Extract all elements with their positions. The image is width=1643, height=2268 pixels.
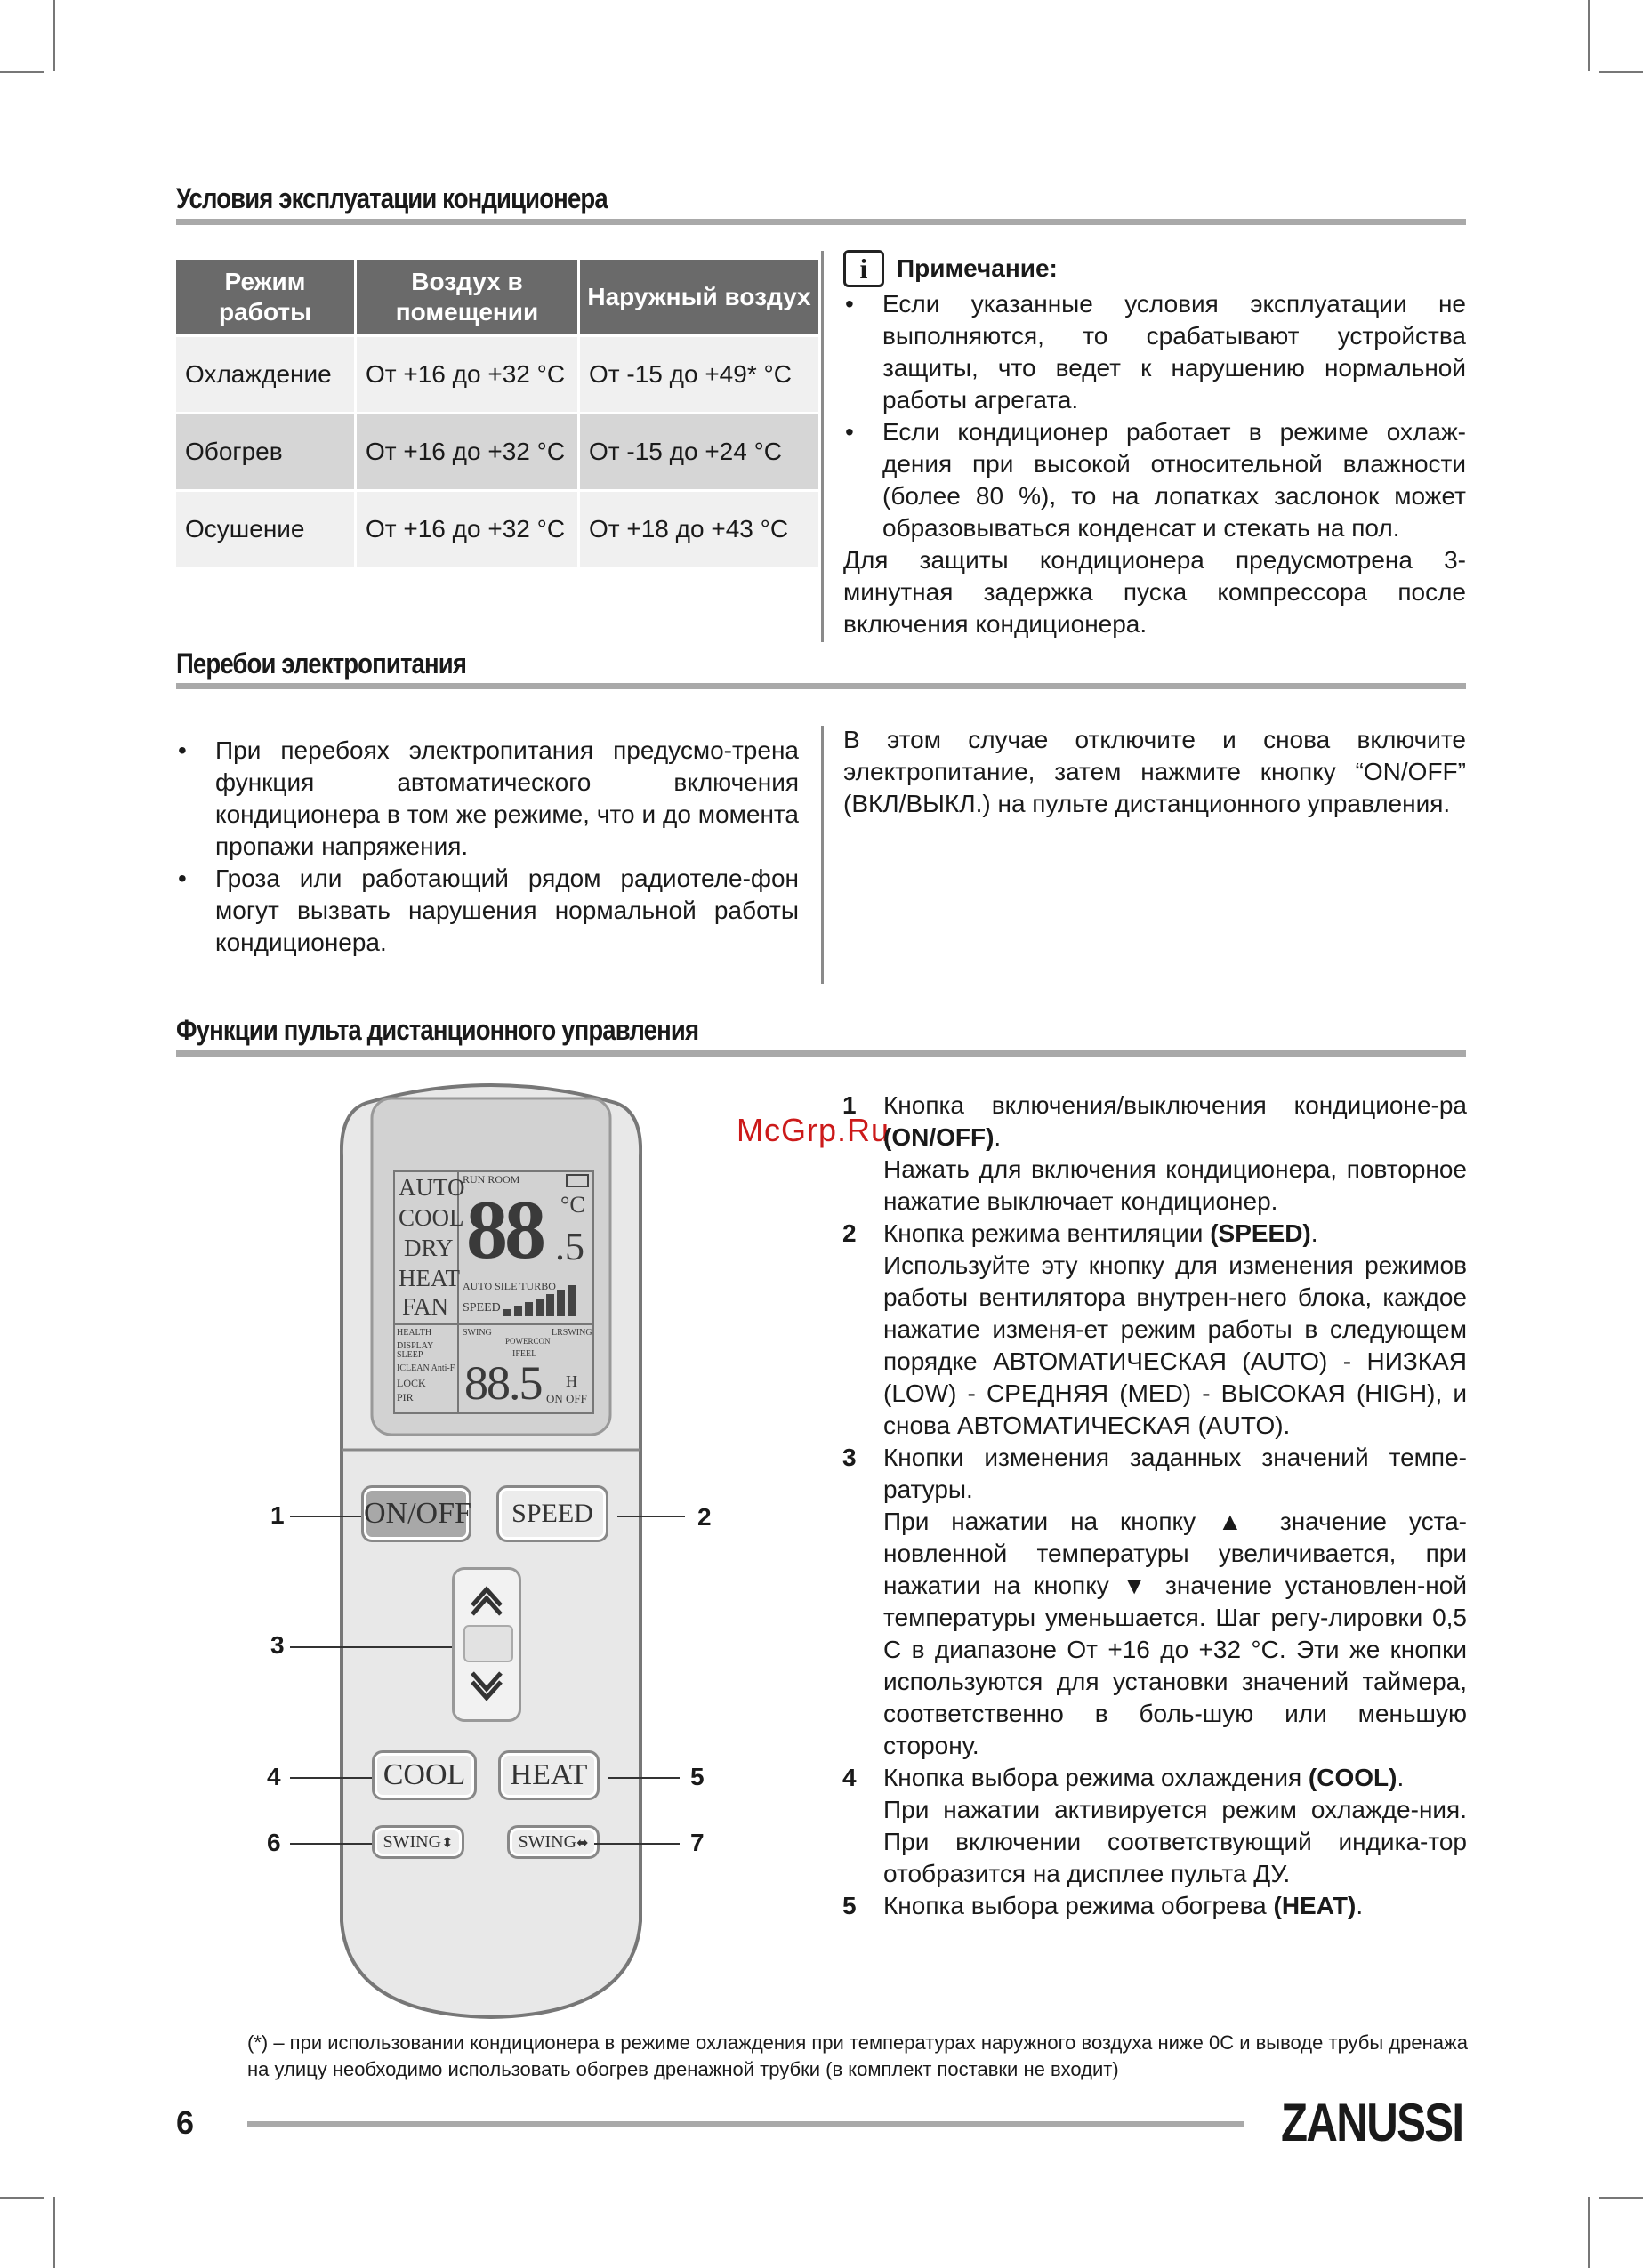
list-item <box>842 1762 1467 1890</box>
crop-mark <box>0 2197 44 2199</box>
column-divider <box>821 251 824 642</box>
lcd-pir: PIR <box>397 1391 414 1403</box>
item-bold: (HEAT) <box>1273 1892 1357 1919</box>
lcd-mode-dry: DRY <box>404 1235 454 1261</box>
callout-3: 3 <box>270 1631 285 1659</box>
up-down-arrows-icon: ⬍ <box>441 1836 454 1851</box>
callout-line <box>290 1516 361 1517</box>
lcd-h: H <box>566 1372 577 1390</box>
power-failure-paragraph: В этом случае отключите и снова включите электропитание, затем нажмите кнопку “ON/OFF” (ВКЛ/ВЫКЛ.) на пульте дистанционного управления. <box>843 726 1466 817</box>
callout-6: 6 <box>267 1829 281 1856</box>
lcd-swing: SWING <box>463 1328 492 1338</box>
callout-line <box>290 1843 372 1845</box>
lcd-divider <box>457 1323 459 1412</box>
callout-line <box>617 1516 685 1517</box>
table-cell: От -15 до +24 °C <box>579 414 819 491</box>
temperature-rocker <box>452 1567 521 1722</box>
watermark: McGrp.Ru <box>737 1112 890 1148</box>
item-bold: (COOL) <box>1308 1764 1397 1791</box>
callout-line <box>594 1843 680 1845</box>
lcd-mode-auto: AUTO <box>399 1174 465 1201</box>
power-failure-list <box>176 735 799 959</box>
swing-vertical-button[interactable] <box>372 1825 464 1859</box>
list-item: • При перебоях электропитания предусмо-трена функция автоматического включения кондиционера в том же режиме, что и до момента пропажи напряжения. <box>176 735 799 863</box>
item-tail: . <box>1310 1219 1318 1247</box>
swing-horizontal-button[interactable] <box>507 1825 600 1859</box>
item-extra: Нажать для включения кондиционера, повторное нажатие выключает кондиционер. <box>883 1155 1467 1215</box>
lcd-half-digit: .5 <box>555 1225 584 1268</box>
lcd-display <box>393 1170 594 1414</box>
table-row <box>176 491 818 567</box>
table-row <box>176 336 818 414</box>
lcd-mode-panel <box>395 1172 465 1323</box>
section-rule <box>176 683 1466 689</box>
heat-button[interactable]: HEAT <box>498 1750 600 1800</box>
item-extra: При нажатии активируется режим охлажде-ния. При включении соответствующий индика-тор отобразится на дисплее пульта ДУ. <box>883 1796 1467 1887</box>
table-cell: Осушение <box>176 491 356 567</box>
table-cell: От +16 до +32 °C <box>356 414 579 491</box>
lcd-mode-fan: FAN <box>402 1293 449 1320</box>
list-item <box>842 1218 1467 1442</box>
lcd-unit: °C <box>560 1192 585 1218</box>
note-header <box>843 251 1466 286</box>
cool-button[interactable]: COOL <box>372 1750 477 1800</box>
item-text: Кнопка включения/выключения кондиционе-ра <box>883 1091 1467 1119</box>
column-divider <box>821 726 824 984</box>
crop-mark <box>1599 71 1643 73</box>
table-cell: От +18 до +43 °C <box>579 491 819 567</box>
brand-logo: ZANUSSI <box>1281 2093 1463 2152</box>
temp-up-button[interactable] <box>469 1582 504 1618</box>
list-item: • Гроза или работающий рядом радиотеле-фон могут вызвать нарушения нормальной работы кондиционера. <box>176 863 799 959</box>
note-title: Примечание: <box>897 254 1058 282</box>
table-cell: От +16 до +32 °C <box>356 336 579 414</box>
item-number: 3 <box>842 1444 857 1471</box>
left-right-arrows-icon: ⬌ <box>576 1836 589 1851</box>
lcd-iclean: ICLEAN Anti-F <box>397 1363 455 1373</box>
section-rule <box>176 219 1466 225</box>
section-title-operating-conditions: Условия эксплуатации кондиционера <box>176 182 608 214</box>
crop-mark <box>53 2197 55 2268</box>
lcd-speed-bars <box>502 1283 587 1318</box>
lcd-divider <box>395 1323 592 1325</box>
lcd-lock: LOCK <box>397 1377 426 1389</box>
list-item: • Если указанные условия эксплуатации не выполняются, то срабатывают устройства защиты, что ведет к нарушению нормальной работы агрегата. <box>843 288 1466 416</box>
crop-mark <box>1588 2197 1590 2268</box>
table-cell: От +16 до +32 °C <box>356 491 579 567</box>
table-header: Режим работы <box>176 260 356 336</box>
lcd-big-digits: 88 <box>466 1184 543 1276</box>
list-item: • Если кондиционер работает в режиме охлаж-дения при высокой относительной влажности (более 80 %), то на лопатках заслонок может образовываться конденсат и стекать на пол. <box>843 416 1466 544</box>
callout-line <box>290 1777 372 1779</box>
note-list <box>843 288 1466 544</box>
info-icon: i <box>843 250 884 287</box>
callout-4: 4 <box>267 1763 281 1790</box>
item-number: 5 <box>842 1892 857 1919</box>
footer-rule <box>247 2121 1244 2127</box>
lcd-display-sleep: DISPLAY SLEEP <box>397 1341 433 1360</box>
lcd-small-digits: 88.5 <box>464 1356 542 1410</box>
item-number: 1 <box>842 1091 857 1119</box>
callout-2: 2 <box>697 1503 712 1531</box>
on-off-button[interactable]: ON/OFF <box>361 1485 471 1542</box>
item-number: 2 <box>842 1219 857 1247</box>
lcd-lrswing: LRSWING <box>552 1328 592 1338</box>
item-tail: . <box>1397 1764 1405 1791</box>
page-number: 6 <box>176 2104 195 2141</box>
battery-icon <box>566 1174 589 1187</box>
table-cell: Обогрев <box>176 414 356 491</box>
section-title-power-failures: Перебои электропитания <box>176 647 467 680</box>
item-extra: Используйте эту кнопку для изменения режимов работы вентилятора внутрен-него блока, каждое нажатие изменя-ет режим работы в следующем порядке АВТОМАТИЧЕСКАЯ (AUTO) - НИЗКАЯ (LOW) - СРЕДНЯЯ (MED) - ВЫСОКАЯ (HIGH), и снова АВТОМАТИЧЕСКАЯ (AUTO). <box>883 1251 1467 1439</box>
note-paragraph: Для защиты кондиционера предусмотрена 3-минутная задержка пуска компрессора после включения кондиционера. <box>843 546 1466 638</box>
crop-mark <box>53 0 55 71</box>
remote-functions-list <box>842 1090 1467 1922</box>
operating-conditions-table <box>176 260 818 567</box>
lcd-on-off: ON OFF <box>546 1392 587 1405</box>
item-tail: . <box>1356 1892 1364 1919</box>
swing-horizontal-label: SWING <box>518 1832 577 1852</box>
table-row <box>176 414 818 491</box>
item-number: 4 <box>842 1764 857 1791</box>
item-extra: При нажатии на кнопку ▲ значение уста-новленной температуры увеличивается, при нажатии на кнопку ▼ значение установлен-ной температуры уменьшается. Шаг регу-лировки 0,5 С в диапазоне От +16 до +32 °С. Эти же кнопки используются для установки значений таймера, соответственно в боль-шую или меньшую сторону. <box>883 1508 1467 1759</box>
callout-7: 7 <box>690 1829 705 1856</box>
section-title-remote-functions: Функции пульта дистанционного управления <box>176 1014 699 1046</box>
item-text: Кнопки изменения заданных значений темпе-ратуры. <box>883 1444 1467 1503</box>
callout-line <box>608 1777 680 1779</box>
lcd-health: HEALTH <box>397 1328 432 1338</box>
crop-mark <box>1588 0 1590 71</box>
note-block <box>843 251 1466 640</box>
lcd-small-labels <box>397 1329 455 1403</box>
rocker-center <box>463 1625 513 1662</box>
callout-line <box>290 1646 452 1648</box>
callout-1: 1 <box>270 1501 285 1529</box>
temp-down-button[interactable] <box>469 1669 504 1705</box>
lcd-mode-heat: HEAT <box>399 1265 460 1291</box>
lcd-powercon: POWERCON <box>505 1337 551 1346</box>
remote-control <box>340 1076 642 2023</box>
item-bold: (ON/OFF) <box>883 1123 995 1151</box>
item-text: Кнопка выбора режима охлаждения <box>883 1764 1302 1791</box>
lcd-ifeel: IFEEL <box>512 1349 537 1359</box>
table-header: Наружный воздух <box>579 260 819 336</box>
table-cell: От -15 до +49* °C <box>579 336 819 414</box>
crop-mark <box>0 71 44 73</box>
list-item <box>842 1890 1467 1922</box>
crop-mark <box>1599 2197 1643 2199</box>
table-header: Воздух в помещении <box>356 260 579 336</box>
lcd-run-room: RUN ROOM <box>463 1173 520 1186</box>
footnote: (*) – при использовании кондиционера в режиме охлаждения при температурах наружного воздуха ниже 0С и выводе трубы дренажа на улицу необходимо использовать обогрев дренажной трубки (в комплект поставки не входит) <box>247 2031 1468 2080</box>
lcd-mode-cool: COOL <box>399 1204 464 1231</box>
item-text: Кнопка выбора режима обогрева <box>883 1892 1267 1919</box>
item-bold: (SPEED) <box>1210 1219 1311 1247</box>
list-item <box>842 1090 1467 1218</box>
item-tail: . <box>994 1123 1002 1151</box>
table-cell: Охлаждение <box>176 336 356 414</box>
list-item <box>842 1442 1467 1762</box>
callout-5: 5 <box>690 1763 705 1790</box>
swing-vertical-label: SWING <box>383 1832 442 1852</box>
item-text: Кнопка режима вентиляции <box>883 1219 1204 1247</box>
lcd-speed-label: SPEED <box>463 1301 501 1315</box>
section-rule <box>176 1050 1466 1057</box>
lcd-fan-modes: AUTO SILE TURBO <box>463 1280 556 1292</box>
speed-button[interactable]: SPEED <box>496 1485 608 1542</box>
